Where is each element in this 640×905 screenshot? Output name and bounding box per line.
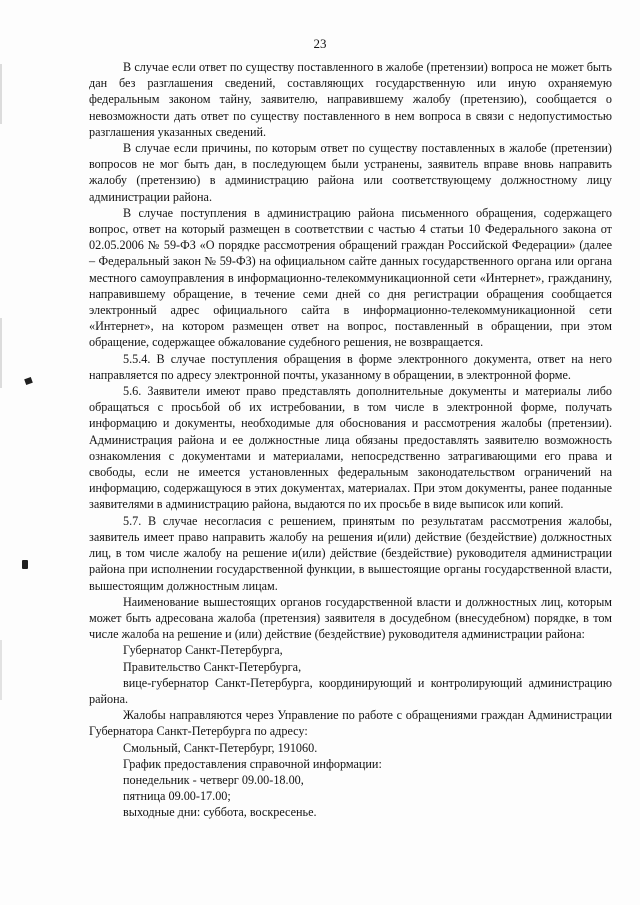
paragraph-5-5-4: 5.5.4. В случае поступления обращения в форме электронного документа, ответ на него направляется по адресу электронной почты, указанному в обращении, в электронной форме. <box>89 351 612 382</box>
paragraph-address-intro: Жалобы направляются через Управление по работе с обращениями граждан Администрации Губернатора Санкт-Петербурга по адресу: <box>89 708 612 739</box>
document-body <box>89 59 612 821</box>
schedule-friday: пятница 09.00-17.00; <box>123 789 231 804</box>
schedule-heading: График предоставления справочной информации: <box>123 756 382 771</box>
schedule-weekend: выходные дни: суббота, воскресенье. <box>123 805 317 820</box>
scan-artifact-1 <box>24 377 33 385</box>
address-line: Смольный, Санкт-Петербург, 191060. <box>123 740 318 755</box>
schedule-weekdays: понедельник - четверг 09.00-18.00, <box>123 772 304 787</box>
paragraph-answer-published: В случае поступления в администрацию района письменного обращения, содержащего вопрос, ответ на который размещен в соответствии с частью 4 статьи 10 Федерального закона от 02.05.2006 № 59-ФЗ «О порядке рассмотрения обращений граждан Российской Федерации» (далее – Федеральный закон № 59-ФЗ) на официальном сайте данных государственного органа или органа местного самоуправления в информационно-телекоммуникационной сети «Интернет», гражданину, направившему обращение, в течение семи дней со дня регистрации обращения сообщается электронный адрес официального сайта в информационно-телекоммуникационной сети «Интернет», на котором размещен ответ на вопрос, поставленный в обращении, при этом обращение, содержащее обжалование судебного решения, не возвращается. <box>89 205 612 350</box>
paragraph-5-6: 5.6. Заявители имеют право представлять дополнительные документы и материалы либо обращаться с просьбой об их истребовании, в том числе в электронной форме, получать информацию и документы, необходимые для обоснования и рассмотрения жалобы (претензии). Администрация района и ее должностные лица обязаны предоставлять заявителю возможность ознакомления с документами и материалами, непосредственно затрагивающими его права и свободы, если не имеется установленных федеральным законодательством ограничений на информацию, содержащуюся в этих документах, материалах. При этом документы, ранее поданные заявителями в администрацию района, выдаются по их просьбе в виде выписок или копий. <box>89 384 612 512</box>
scan-edge-mid <box>0 318 2 388</box>
scan-edge-low <box>0 640 2 700</box>
paragraph-reasons-removed: В случае если причины, по которым ответ по существу поставленных в жалобе (претензии) вопросов не мог быть дан, в последующем были устранены, заявитель вправе вновь направить жалобу (претензию) в администрацию района или соответствующему должностному лицу администрации района. <box>89 141 612 204</box>
scan-edge-top <box>0 64 2 124</box>
paragraph-5-7: 5.7. В случае несогласия с решением, принятым по результатам рассмотрения жалобы, заявитель имеет право направить жалобу на решения и(или) действие (бездействие) должностных лиц, в том числе жалобу на решение и(или) действие (бездействие) руководителя администрации района при исполнении государственной функции, в вышестоящие органы государственной власти, вышестоящим должностным лицам. <box>89 513 612 593</box>
scan-artifact-2 <box>22 560 28 569</box>
page-number: 23 <box>313 36 327 51</box>
list-item-vice-governor: вице-губернатор Санкт-Петербурга, координирующий и контролирующий администрацию района. <box>89 675 612 706</box>
paragraph-higher-authorities: Наименование вышестоящих органов государственной власти и должностных лиц, которым может быть адресована жалоба (претензия) заявителя в досудебном (внесудебном) порядке, в том числе жалоба на решение и (или) действие (бездействие) руководителя администрации района: <box>89 594 612 642</box>
list-item-government: Правительство Санкт-Петербурга, <box>123 659 302 674</box>
paragraph-confidential-answer: В случае если ответ по существу поставленного в жалобе (претензии) вопроса не может быть дан без разглашения сведений, составляющих государственную или иную охраняемую федеральным законом тайну, заявителю, направившему жалобу (претензию), сообщается о невозможности дать ответ по существу поставленного в нем вопроса в связи с недопустимостью разглашения указанных сведений. <box>89 60 612 139</box>
list-item-governor: Губернатор Санкт-Петербурга, <box>123 643 283 658</box>
